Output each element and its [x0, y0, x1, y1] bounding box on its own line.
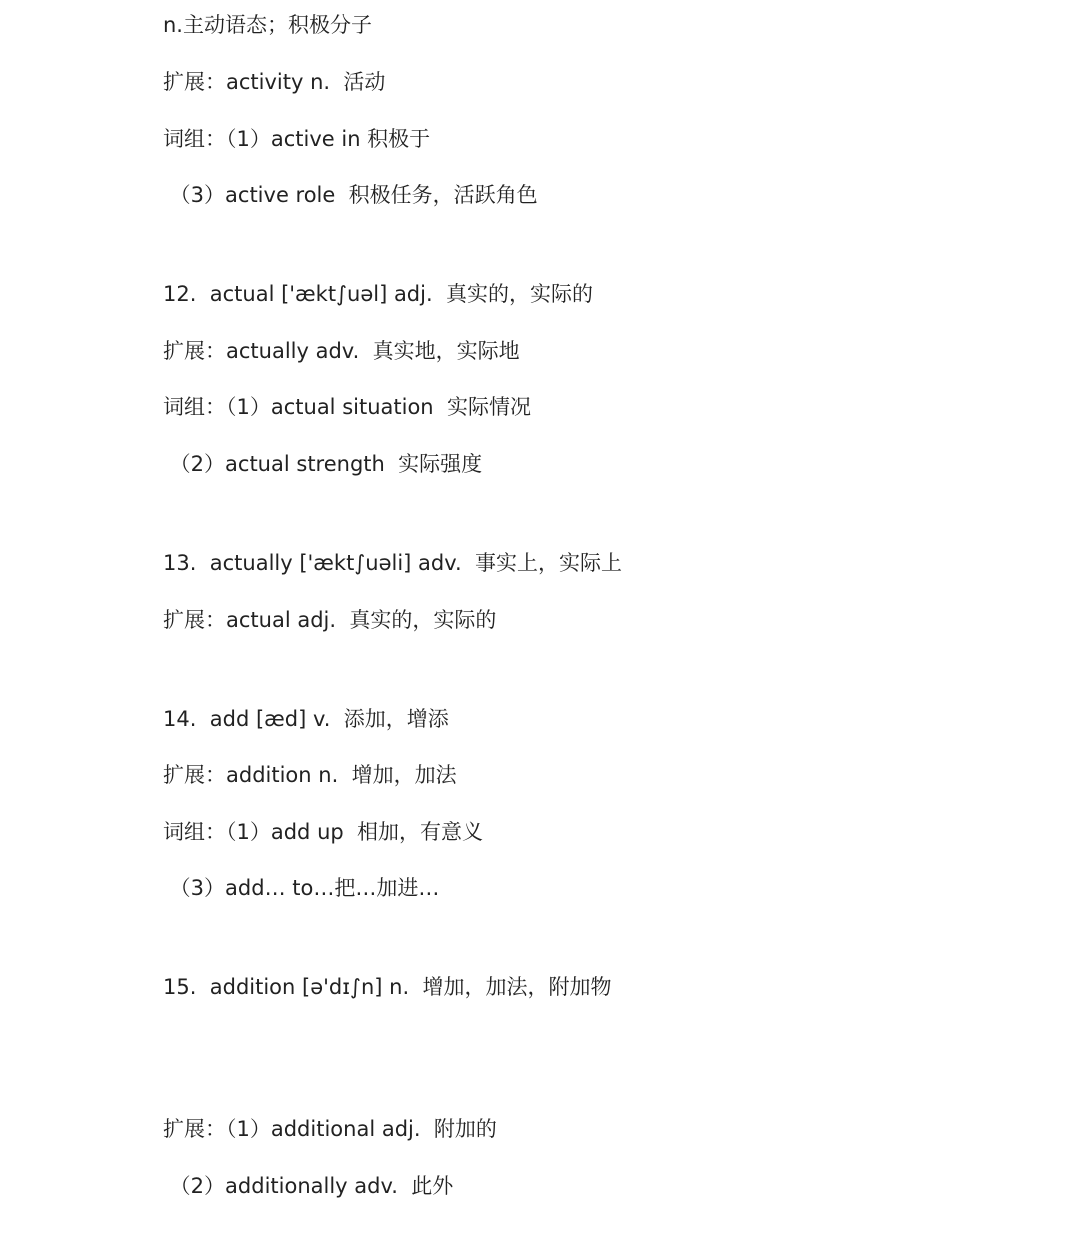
entry-heading: 12. actual ['ækt∫uəl] adj. 真实的，实际的: [163, 282, 593, 306]
entry-heading: 14. add [æd] v. 添加，增添: [163, 707, 449, 731]
entry-heading: 13. actually ['ækt∫uəli] adv. 事实上，实际上: [163, 551, 623, 575]
text-line: （2）additionally adv. 此外: [163, 1174, 454, 1198]
entry-heading: 15. addition [ə'dɪ∫n] n. 增加，加法，附加物: [163, 975, 612, 999]
text-line: （2）actual strength 实际强度: [163, 452, 483, 476]
text-line: 扩展：activity n. 活动: [163, 70, 386, 94]
text-line: 扩展：actual adj. 真实的，实际的: [163, 608, 497, 632]
text-line: （3）active role 积极任务，活跃角色: [163, 183, 538, 207]
text-line: n.主动语态；积极分子: [163, 13, 372, 37]
text-line: 扩展：addition n. 增加，加法: [163, 763, 457, 787]
text-line: 词组：（1）active in 积极于: [163, 127, 431, 151]
text-line: 词组：（1）actual situation 实际情况: [163, 395, 531, 419]
text-line: （3）add… to…把…加进…: [163, 876, 440, 900]
text-line: 词组：（1）add up 相加，有意义: [163, 820, 484, 844]
text-line: 扩展：（1）additional adj. 附加的: [163, 1117, 497, 1141]
text-line: 扩展：actually adv. 真实地，实际地: [163, 339, 520, 363]
